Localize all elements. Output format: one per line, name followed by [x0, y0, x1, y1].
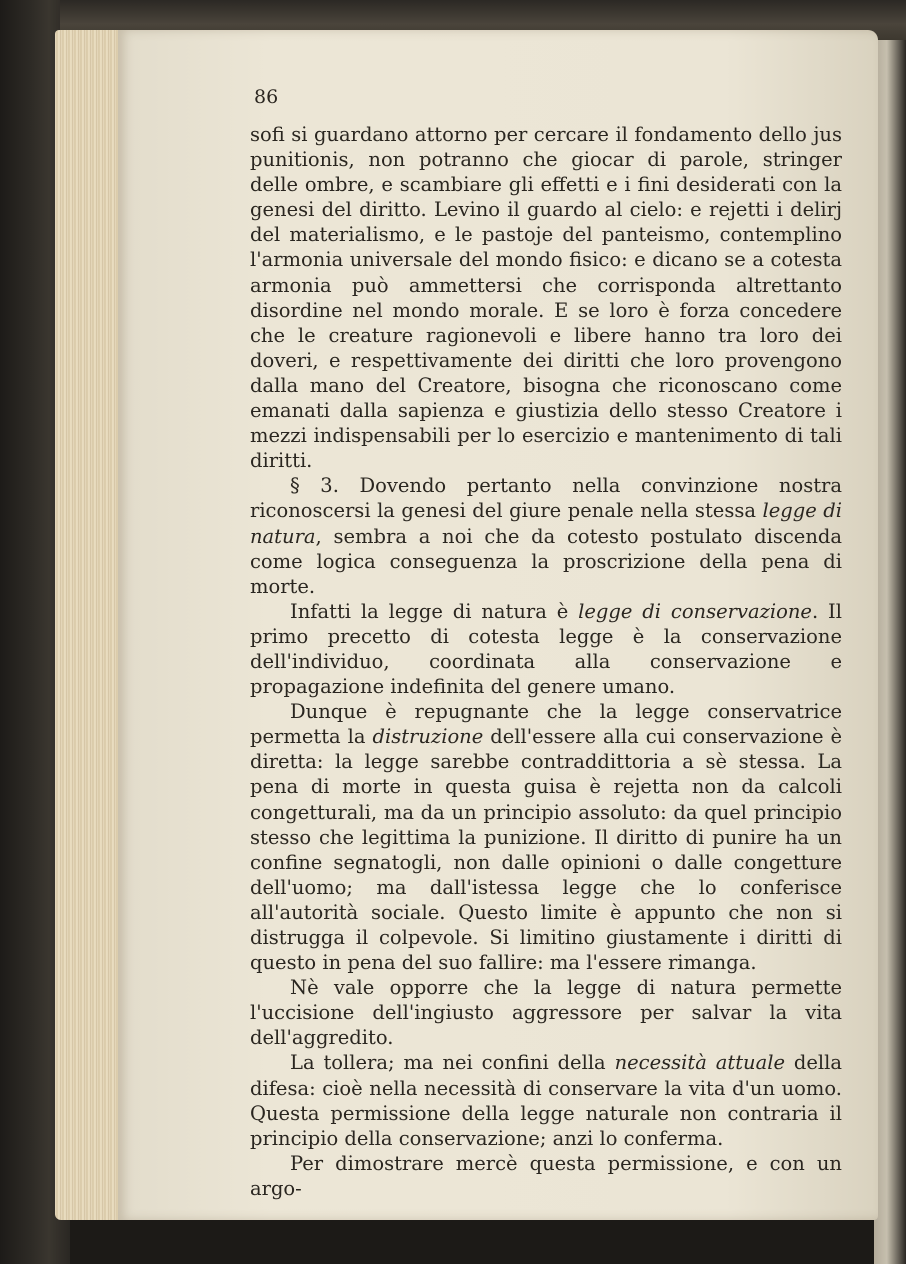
book-cover-right: [874, 40, 906, 1264]
paragraph: [250, 599, 842, 699]
body-text: [250, 122, 842, 1201]
text-run: della difesa: cioè nella necessità di conservare la vita d'un uomo. Questa permissione della legge naturale non contraria il principio della conservazione; anzi lo conferma.: [250, 1051, 843, 1150]
paragraph: [250, 473, 842, 598]
paragraph: [250, 1151, 842, 1201]
text-run: Dunque è repugnante che la legge conservatrice permetta la: [250, 700, 842, 749]
italic-text: legge di conservazione: [578, 599, 812, 623]
page-edges: [55, 30, 121, 1220]
page-number: 86: [254, 86, 279, 108]
paragraph: [250, 975, 842, 1050]
text-run: , sembra a noi che da cotesto postulato discenda come logica conseguenza la proscrizione della pena di morte.: [250, 524, 842, 598]
italic-text: necessità attuale: [614, 1051, 785, 1075]
paragraph: [250, 122, 842, 473]
text-run: Infatti la legge di natura è: [290, 599, 579, 623]
paragraph: [250, 1050, 842, 1150]
text-run: La tollera; ma nei confini della: [290, 1051, 615, 1075]
text-run: Nè vale opporre che la legge di natura permette l'uccisione dell'ingiusto aggressore per salvar la vita dell'aggredito.: [250, 976, 842, 1050]
paragraph: [250, 699, 842, 975]
text-run: . Il primo precetto di cotesta legge è la conservazione dell'individuo, coordinata alla conservazione e propagazione indefinita del genere umano.: [250, 599, 842, 699]
italic-text: distruzione: [372, 725, 484, 749]
text-run: § 3. Dovendo pertanto nella convinzione nostra riconoscersi la genesi del giure penale nella stessa: [250, 474, 842, 523]
text-run: sofi si guardano attorno per cercare il fondamento dello jus punitionis, non potranno che giocar di parole, stringer delle ombre, e scambiare gli effetti e i fini desiderati con la genesi del diritto. Levino il guardo al cielo: e rejetti i delirj del materialismo, e le pastoje del panteismo, contemplino l'armonia universale del mondo fisico: e dicano se a cotesta armonia può ammettersi che corrisponda altrettanto disordine nel mondo morale. E se loro è forza concedere che le creature ragionevoli e libere hanno tra loro dei doveri, e respettivamente dei diritti che loro provengono dalla mano del Creatore, bisogna che riconoscano come emanati dalla sapienza e giustizia dello stesso Creatore i mezzi indispensabili per lo esercizio e mantenimento di tali diritti.: [250, 123, 842, 473]
italic-text: legge di natura: [250, 499, 842, 548]
text-run: dell'essere alla cui conservazione è diretta: la legge sarebbe contraddittoria a sè stessa. La pena di morte in questa guisa è rejetta non da calcoli congetturali, ma da un principio assoluto: da quel principio stesso che legittima la punizione. Il diritto di punire ha un confine segnatogli, non dalle opinioni o dalle congetture dell'uomo; ma dall'istessa legge che lo conferisce all'autorità sociale. Questo limite è appunto che non si distrugga il colpevole. Si limitino giustamente i diritti di questo in pena del suo fallire: ma l'essere rimanga.: [250, 725, 842, 975]
text-run: Per dimostrare mercè questa permissione, e con un argo-: [250, 1151, 842, 1200]
